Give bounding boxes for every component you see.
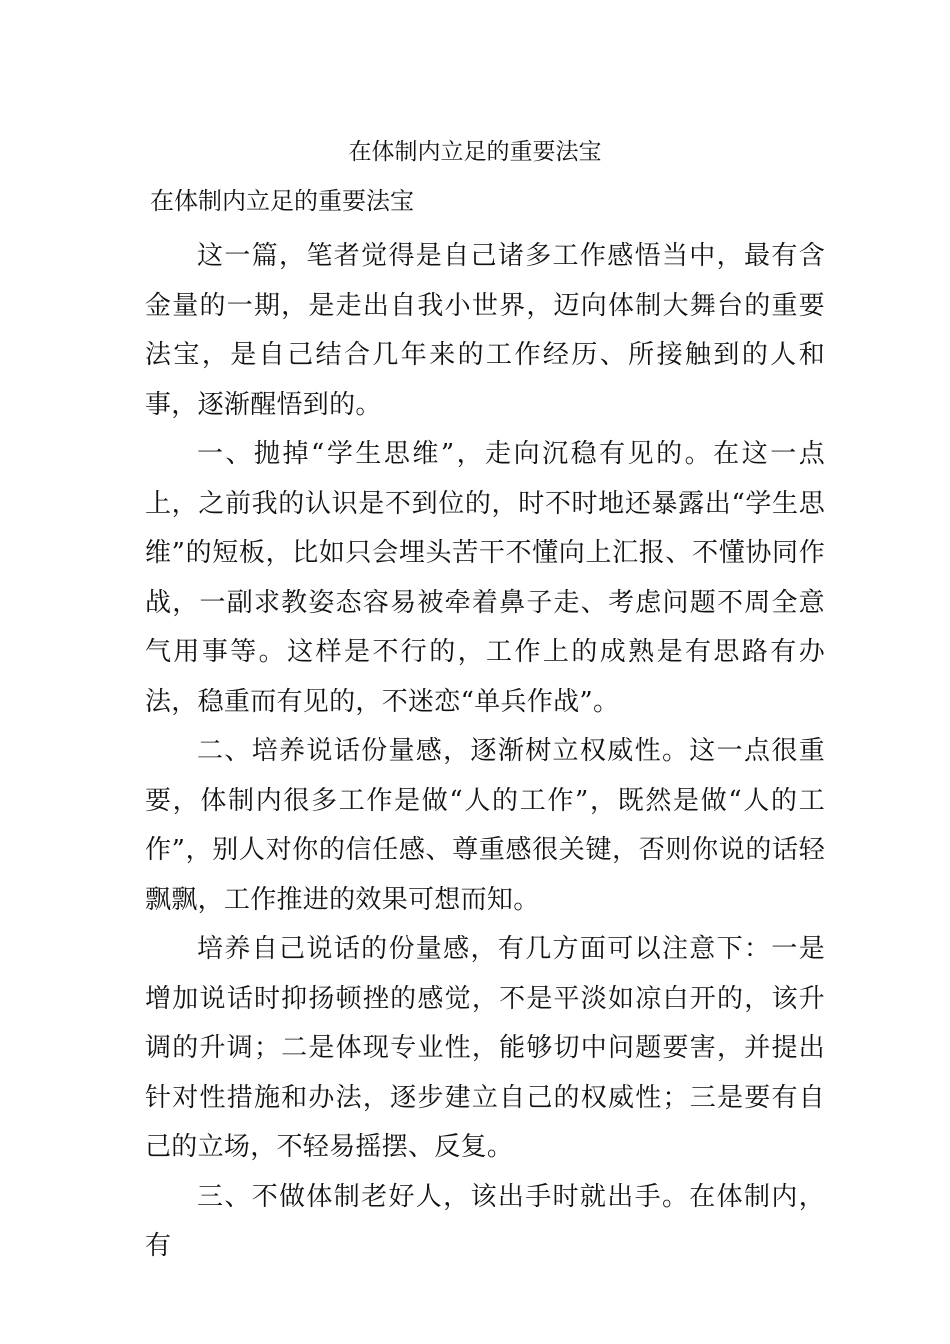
- paragraph-intro: 这一篇，笔者觉得是自己诸多工作感悟当中，最有含金量的一期，是走出自我小世界，迈向体制大舞台的重要法宝，是自己结合几年来的工作经历、所接触到的人和事，逐渐醒悟到的。: [145, 241, 825, 420]
- paragraph-point-one: 一、抛掉“学生思维”，走向沉稳有见的。在这一点上，之前我的认识是不到位的，时不时地还暴露出“学生思维”的短板，比如只会埋头苦干不懂向上汇报、不懂协同作战，一副求教姿态容易被牵着鼻子走、考虑问题不周全意气用事等。这样是不行的，工作上的成熟是有思路有办法，稳重而有见的，不迷恋“单兵作战”。: [145, 439, 825, 717]
- paragraph-point-three: 三、不做体制老好人，该出手时就出手。在体制内，有: [145, 1181, 825, 1261]
- document-body: [145, 232, 825, 1272]
- document-title: 在体制内立足的重要法宝: [348, 139, 602, 165]
- paragraph-point-two-detail: 培养自己说话的份量感，有几方面可以注意下：一是增加说话时抑扬顿挫的感觉，不是平淡如凉白开的，该升调的升调；二是体现专业性，能够切中问题要害，并提出针对性措施和办法，逐步建立自己的权威性；三是要有自己的立场，不轻易摇摆、反复。: [145, 934, 825, 1162]
- paragraph-point-two: 二、培养说话份量感，逐渐树立权威性。这一点很重要，体制内很多工作是做“人的工作”，既然是做“人的工作”，别人对你的信任感、尊重感很关键，否则你说的话轻飘飘，工作推进的效果可想而知。: [145, 736, 825, 915]
- document-subtitle: 在体制内立足的重要法宝: [150, 187, 414, 215]
